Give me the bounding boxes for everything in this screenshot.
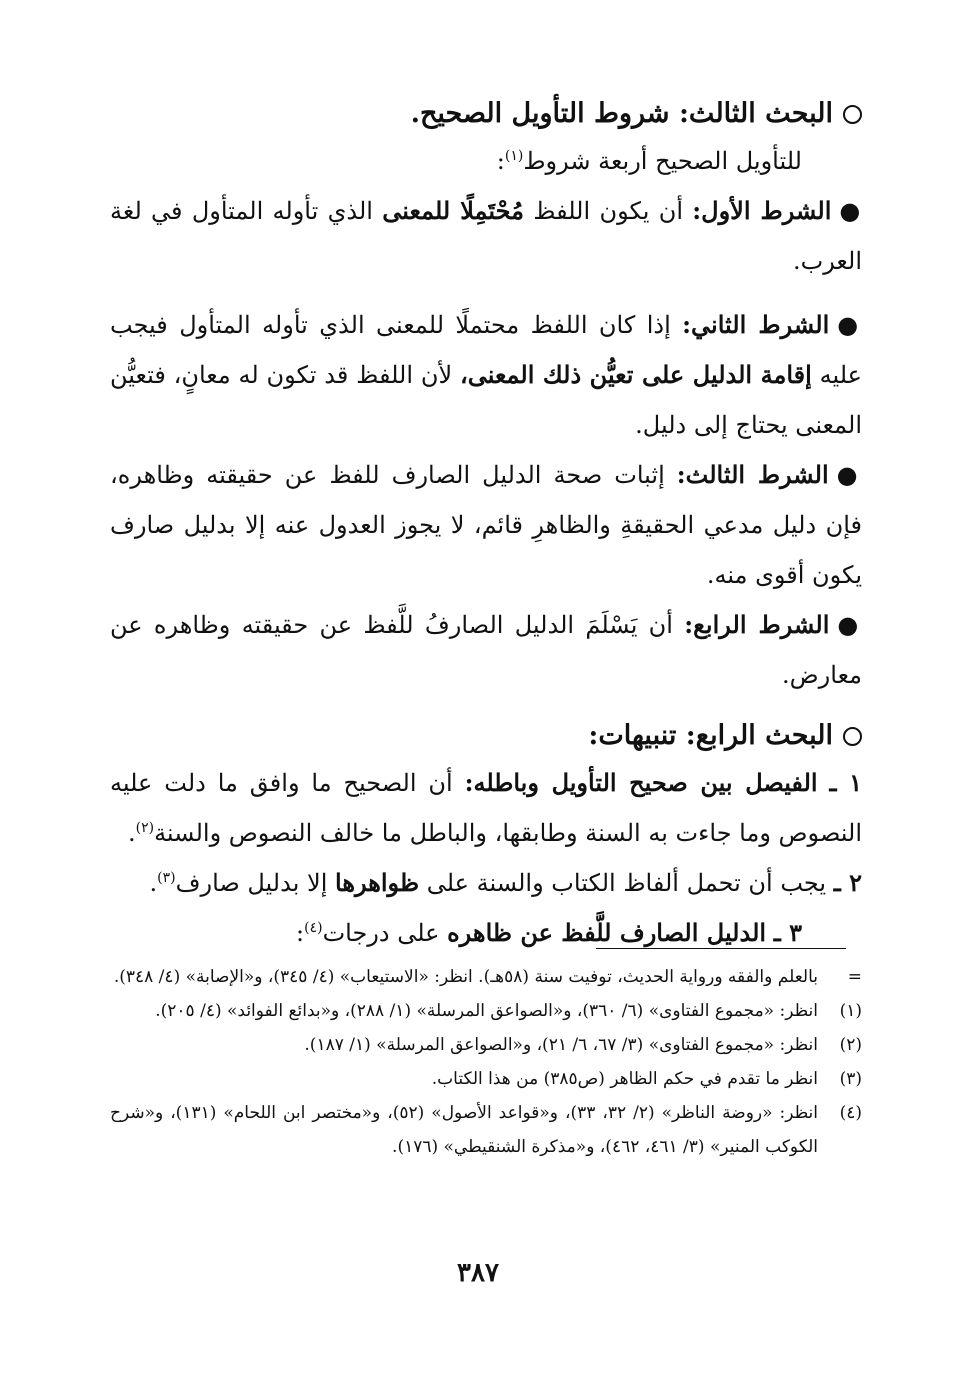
footnote: (١) انظر: «مجموع الفتاوى» (٦/ ٣٦٠)، و«الصواعق المرسلة» (١/ ٢٨٨)، و«بدائع الفوائد» (٤/ ٢٠٥). — [155, 1001, 862, 1021]
notice-2: ٢ ـ يجب أن تحمل ألفاظ الكتاب والسنة على ظواهرها إلا بدليل صارف$^{(٣)}$. — [149, 868, 862, 897]
footnote-ref: (٣) — [157, 870, 176, 886]
section-heading-title: تنبيهات: — [588, 720, 677, 751]
condition-2: ●الشرط الثاني: إذا كان اللفظ محتملًا للمعنى الذي تأوله المتأول فيجب عليه إقامة الدليل على تعيُّن ذلك المعنى، لأن اللفظ قد تكون له معانٍ، فتعيُّن المعنى يحتاج إلى دليل. — [110, 310, 862, 439]
section-heading-label: البحث الثالث: — [678, 98, 833, 129]
section-heading-4 — [110, 714, 862, 758]
footnote-separator — [596, 948, 846, 949]
bullet-icon: ● — [836, 460, 862, 489]
section-intro: للتأويل الصحيح أربعة شروط$^{(١)}$: — [496, 147, 802, 175]
notice-3: ٣ ـ الدليل الصارف للَّفظ عن ظاهره على درجات$^{(٤)}$: — [296, 918, 802, 947]
bullet-icon: ● — [839, 196, 862, 225]
condition-label: الشرط الأول: — [692, 196, 832, 225]
condition-label: الشرط الثالث: — [676, 460, 829, 489]
section-heading-3 — [110, 92, 862, 136]
footnote: (٣) انظر ما تقدم في حكم الظاهر (ص٣٨٥) من هذا الكتاب. — [431, 1069, 862, 1089]
page-body — [110, 92, 862, 958]
condition-label: الشرط الثاني: — [682, 310, 830, 339]
footnote-ref: (٤) — [304, 920, 323, 936]
footnotes — [110, 960, 862, 1164]
section-heading-label: البحث الرابع: — [685, 720, 833, 751]
bullet-icon: ● — [837, 310, 862, 339]
section-heading-title: شروط التأويل الصحيح. — [410, 98, 670, 129]
condition-label: الشرط الرابع: — [684, 610, 830, 639]
bullet-icon: ● — [837, 610, 862, 639]
circle-bullet-icon — [843, 105, 862, 124]
footnote: (٤) انظر: «روضة الناظر» (٢/ ٣٢، ٣٣)، و«قواعد الأصول» (٥٢)، و«مختصر ابن اللحام» (١٣١)، و«شرح الكوكب المنير» (٣/ ٤٦١، ٤٦٢)، و«مذكرة الشنقيطي» (١٧٦). — [110, 1103, 862, 1157]
footnote-ref: (٢) — [135, 820, 155, 836]
condition-1: ●الشرط الأول: أن يكون اللفظ مُحْتَمِلًا للمعنى الذي تأوله المتأول في لغة العرب. — [110, 196, 862, 275]
footnote-ref: (١) — [504, 148, 524, 164]
notice-1: ١ ـ الفيصل بين صحيح التأويل وباطله: أن الصحيح ما وافق ما دلت عليه النصوص وما جاءت به السنة وطابقها، والباطل ما خالف النصوص والسنة$^{(٢)}$. — [110, 768, 863, 847]
condition-4: ●الشرط الرابع: أن يَسْلَمَ الدليل الصارفُ للَّفظ عن حقيقته وظاهره عن معارض. — [110, 610, 862, 689]
footnote: (٢) انظر: «مجموع الفتاوى» (٣/ ٦٧، ٦/ ٢١)، و«الصواعق المرسلة» (١/ ١٨٧). — [304, 1035, 862, 1055]
page-number: ٣٨٧ — [457, 1258, 499, 1288]
circle-bullet-icon — [843, 727, 862, 746]
condition-3: ●الشرط الثالث: إثبات صحة الدليل الصارف للفظ عن حقيقته وظاهره، فإن دليل مدعي الحقيقةِ والظاهرِ قائم، لا يجوز العدول عنه إلا بدليل صارف يكون أقوى منه. — [110, 460, 862, 589]
footnote: = بالعلم والفقه ورواية الحديث، توفيت سنة (٥٨هـ). انظر: «الاستيعاب» (٤/ ٣٤٥)، و«الإصابة» (٤/ ٣٤٨). — [113, 967, 862, 987]
